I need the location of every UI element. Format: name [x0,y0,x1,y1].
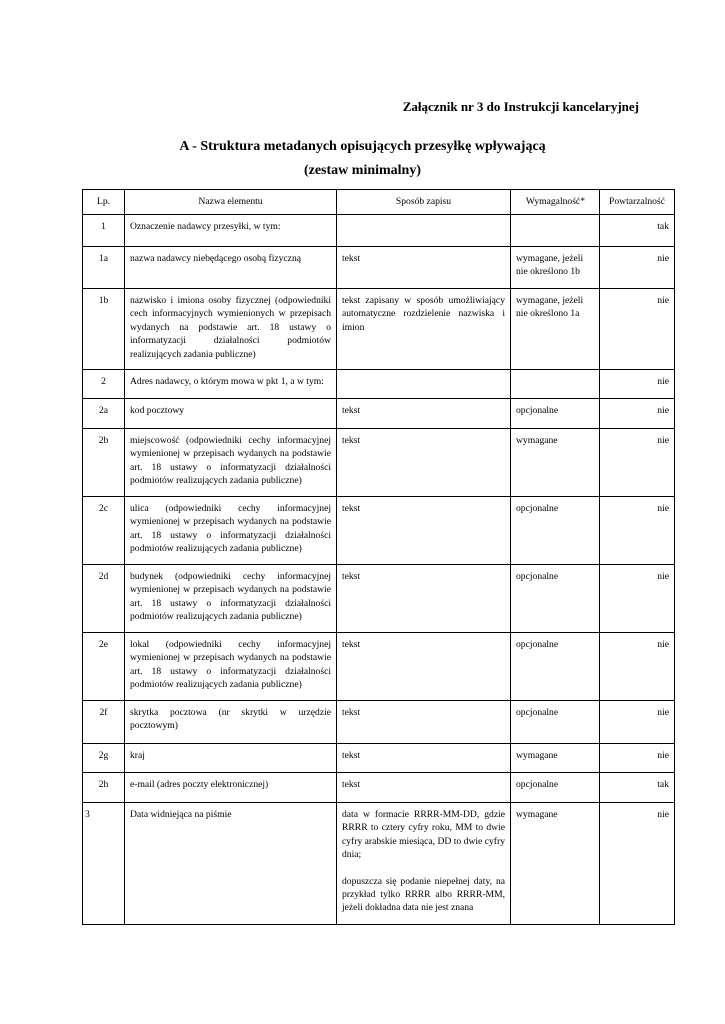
cell-method [337,215,511,247]
cell-method: tekst [337,429,511,497]
cell-lp: 2h [83,773,125,803]
metadata-table [82,189,675,925]
cell-method [337,803,511,925]
cell-repeat: nie [600,429,675,497]
cell-repeat: nie [600,744,675,773]
cell-repeat: nie [600,497,675,565]
cell-method: tekst [337,399,511,429]
cell-method: tekst [337,744,511,773]
table-row [83,497,675,565]
cell-method: tekst [337,247,511,289]
cell-lp: 2d [83,565,125,633]
cell-required: wymagane [511,429,600,497]
cell-required: opcjonalne [511,701,600,744]
cell-name: kraj [125,744,337,773]
table-row [83,701,675,744]
cell-repeat: nie [600,565,675,633]
cell-name: Adres nadawcy, o którym mowa w pkt 1, a w tym: [125,370,337,399]
table-row [83,633,675,701]
cell-required: opcjonalne [511,565,600,633]
table-row [83,247,675,289]
cell-lp: 1b [83,289,125,370]
cell-method: tekst [337,497,511,565]
cell-repeat: nie [600,803,675,925]
cell-lp: 1a [83,247,125,289]
header-name: Nazwa elementu [125,190,337,215]
method-note: dopuszcza się podanie niepełnej daty, na przykład tylko RRRR albo RRRR-MM, jeżeli dokładna data nie jest znana [342,875,505,914]
table-row [83,803,675,925]
header-repeat: Powtarzalność [600,190,675,215]
cell-required [511,370,600,399]
cell-required: wymagane, jeżeli nie określono 1b [511,247,600,289]
table-header-row [83,190,675,215]
cell-required: opcjonalne [511,399,600,429]
cell-name: Oznaczenie nadawcy przesyłki, w tym: [125,215,337,247]
cell-lp: 2f [83,701,125,744]
cell-repeat: nie [600,633,675,701]
cell-repeat: tak [600,215,675,247]
cell-name: miejscowość (odpowiedniki cechy informacyjnej wymienionej w przepisach wydanych na podstawie art. 18 ustawy o informatyzacji działalności podmiotów realizujących zadania publiczne) [125,429,337,497]
cell-repeat: nie [600,247,675,289]
table-row [83,370,675,399]
cell-lp: 2a [83,399,125,429]
cell-name: e-mail (adres poczty elektronicznej) [125,773,337,803]
cell-required: opcjonalne [511,497,600,565]
cell-name: skrytka pocztowa (nr skrytki w urzędzie pocztowym) [125,701,337,744]
cell-repeat: tak [600,773,675,803]
cell-method: tekst [337,633,511,701]
cell-required: wymagane, jeżeli nie określono 1a [511,289,600,370]
cell-lp: 2e [83,633,125,701]
cell-method: tekst zapisany w sposób umożliwiający automatyczne rozdzielenie nazwiska i imion [337,289,511,370]
cell-method: tekst [337,565,511,633]
cell-required: wymagane [511,803,600,925]
cell-method: tekst [337,701,511,744]
title-line-2: (zestaw minimalny) [303,163,422,178]
cell-lp: 3 [83,803,125,925]
table-row [83,744,675,773]
table-row [83,773,675,803]
title-line-1: A - Struktura metadanych opisujących przesyłkę wpływającą [179,139,546,154]
cell-required: opcjonalne [511,773,600,803]
cell-repeat: nie [600,701,675,744]
cell-lp: 2c [83,497,125,565]
table-row [83,429,675,497]
table-row [83,289,675,370]
cell-repeat: nie [600,370,675,399]
cell-method [337,370,511,399]
cell-lp: 2g [83,744,125,773]
cell-name: nazwa nadawcy niebędącego osobą fizyczną [125,247,337,289]
cell-lp: 2b [83,429,125,497]
header-required: Wymagalność* [511,190,600,215]
cell-name: kod pocztowy [125,399,337,429]
cell-required: wymagane [511,744,600,773]
annex-heading: Załącznik nr 3 do Instrukcji kancelaryjnej [402,99,639,114]
cell-repeat: nie [600,399,675,429]
cell-name: nazwisko i imiona osoby fizycznej (odpowiedniki cech informacyjnych wymienionych w przepisach wydanych na podstawie art. 18 ustawy o informatyzacji działalności podmiotów realizujących zadania publiczne) [125,289,337,370]
cell-name: budynek (odpowiedniki cechy informacyjnej wymienionej w przepisach wydanych na podstawie art. 18 ustawy o informatyzacji działalności podmiotów realizujących zadania publiczne) [125,565,337,633]
header-lp: Lp. [83,190,125,215]
header-method: Sposób zapisu [337,190,511,215]
cell-lp: 2 [83,370,125,399]
cell-method: tekst [337,773,511,803]
cell-name: Data widniejąca na piśmie [125,803,337,925]
table-row [83,565,675,633]
method-text: data w formacie RRRR-MM-DD, gdzie RRRR to cztery cyfry roku, MM to dwie cyfry arabskie miesiąca, DD to dwie cyfry dnia; [342,809,505,861]
cell-required: opcjonalne [511,633,600,701]
table-row [83,215,675,247]
cell-name: lokal (odpowiedniki cechy informacyjnej wymienionej w przepisach wydanych na podstawie art. 18 ustawy o informatyzacji działalności podmiotów realizujących zadania publiczne) [125,633,337,701]
table-row [83,399,675,429]
cell-name: ulica (odpowiedniki cechy informacyjnej wymienionej w przepisach wydanych na podstawie art. 18 ustawy o informatyzacji działalności podmiotów realizujących zadania publiczne) [125,497,337,565]
cell-required [511,215,600,247]
document-title [0,135,725,183]
cell-repeat: nie [600,289,675,370]
cell-lp: 1 [83,215,125,247]
